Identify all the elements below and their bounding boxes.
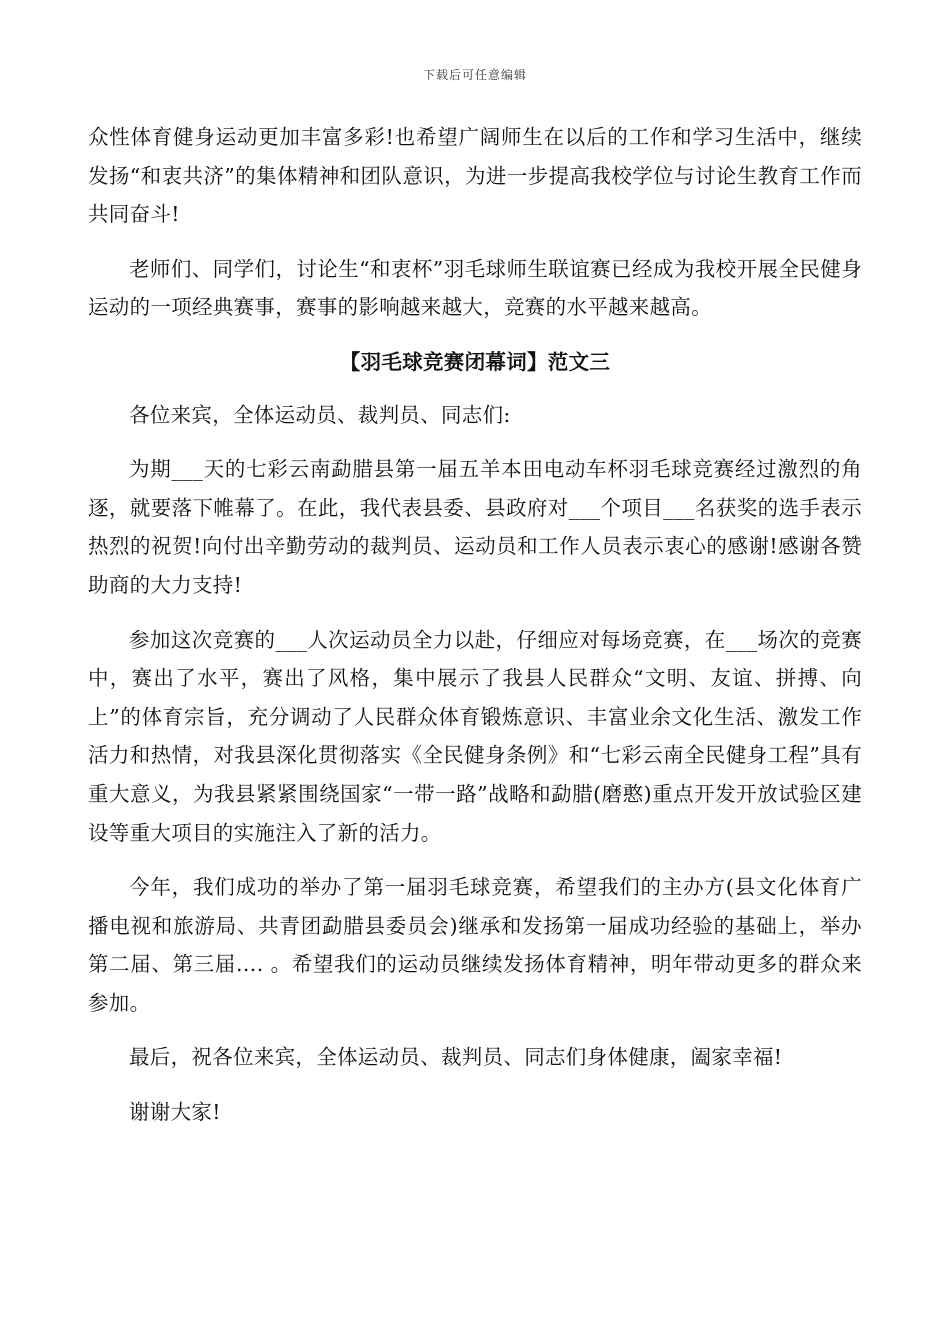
paragraph-congratulations: 为期___天的七彩云南勐腊县第一届五羊本田电动车杯羽毛球竞赛经过激烈的角逐，就要落下帷幕了。在此，我代表县委、县政府对___个项目___名获奖的选手表示热烈的祝贺!向付出辛勤劳动的裁判员、运动员和工作人员表示衷心的感谢!感谢各赞助商的大力支持! xyxy=(88,457,862,597)
paragraph-wishes: 最后，祝各位来宾，全体运动员、裁判员、同志们身体健康，阖家幸福! xyxy=(129,1045,783,1070)
paragraph-event-summary: 老师们、同学们，讨论生“和衷杯”羽毛球师生联谊赛已经成为我校开展全民健身运动的一项经典赛事，赛事的影响越来越大，竞赛的水平越来越高。 xyxy=(88,256,862,320)
paragraph-hopes: 今年，我们成功的举办了第一届羽毛球竞赛，希望我们的主办方(县文化体育广播电视和旅游局、共青团勐腊县委员会)继承和发扬第一届成功经验的基础上，举办第二届、第三届…. 。希望我们的运动员继续发扬体育精神，明年带动更多的群众来参加。 xyxy=(88,875,862,1015)
header-note: 下载后可任意编辑 xyxy=(422,68,527,82)
paragraph-continuation: 众性体育健身运动更加丰富多彩!也希望广阔师生在以后的工作和学习生活中，继续发扬“和衷共济”的集体精神和团队意识，为进一步提高我校学位与讨论生教育工作而共同奋斗! xyxy=(88,125,862,227)
paragraph-achievements: 参加这次竞赛的___人次运动员全力以赴，仔细应对每场竞赛，在___场次的竞赛中，赛出了水平，赛出了风格，集中展示了我县人民群众“文明、友谊、拼搏、向上”的体育宗旨，充分调动了人民群众体育锻炼意识、丰富业余文化生活、激发工作活力和热情，对我县深化贯彻落实《全民健身条例》和“七彩云南全民健身工程”具有重大意义，为我县紧紧围绕国家“一带一路”战略和勐腊(磨憨)重点开发开放试验区建设等重大项目的实施注入了新的活力。 xyxy=(88,627,862,845)
paragraph-salutation: 各位来宾，全体运动员、裁判员、同志们: xyxy=(129,402,511,427)
document-body xyxy=(88,118,862,1148)
paragraph-thanks: 谢谢大家! xyxy=(129,1100,221,1125)
section-title: 【羽毛球竞赛闭幕词】范文三 xyxy=(339,349,611,374)
